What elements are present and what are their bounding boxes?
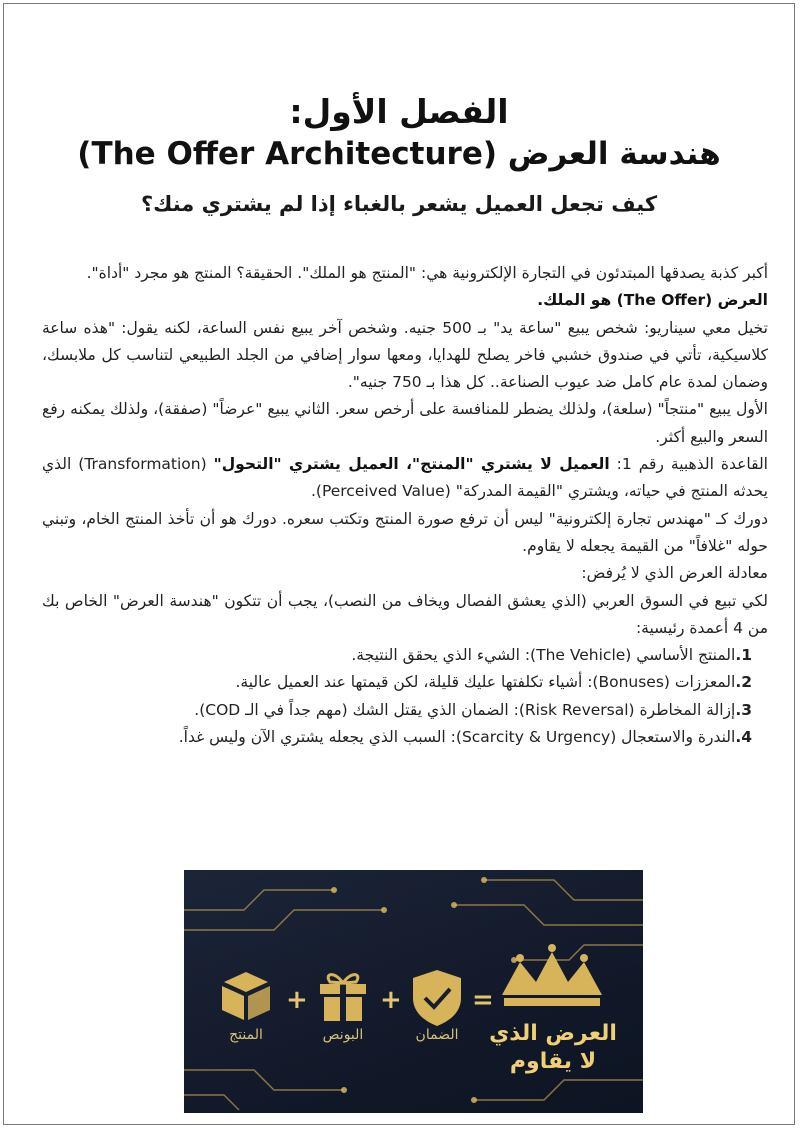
result-line2: لا يقاوم: [509, 1049, 597, 1074]
paragraph-pillars-intro: لكي تبيع في السوق العربي (الذي يعشق الفصال ويخاف من النصب)، يجب أن تتكون "هندسة العرض" الخاص بك من 4 أعمدة رئيسية:: [42, 591, 768, 637]
shield-check-icon: [413, 970, 461, 1026]
result-line1: العرض الذي: [489, 1021, 617, 1046]
chapter-subtitle-title: هندسة العرض (The Offer Architecture): [77, 136, 721, 172]
paragraph-golden-rule: القاعدة الذهبية رقم 1: العميل لا يشتري "المنتج"، العميل يشتري "التحول" (Transformation) الذي يحدثه المنتج في حياته، ويشتري "القيمة المدركة" (Perceived Value).: [42, 455, 768, 501]
paragraph-comparison: الأول يبيع "منتجاً" (سلعة)، ولذلك يضطر للمنافسة على أرخص سعر. الثاني يبيع "عرضاً" (صفقة)، ولذلك يمكنه رفع السعر والبيع أكثر.: [42, 400, 768, 446]
paragraph-intro: أكبر كذبة يصدقها المبتدئون في التجارة الإلكترونية هي: "المنتج هو الملك". الحقيقة؟ المنتج هو مجرد "أداة".: [86, 264, 768, 282]
gift-icon: [320, 975, 366, 1021]
body-text: [42, 260, 768, 751]
pillars-list: [42, 642, 768, 751]
list-item: 2.المعززات (Bonuses): أشياء تكلفتها عليك قليلة، لكن قيمتها عند العميل عالية.: [235, 673, 752, 692]
plus-sign: +: [380, 985, 402, 1015]
guarantee-label: الضمان: [415, 1027, 459, 1043]
document-page: [3, 3, 795, 1125]
paragraph-offer-king: العرض (The Offer) هو الملك.: [537, 291, 768, 310]
paragraph-equation-title: معادلة العرض الذي لا يُرفض:: [581, 564, 768, 583]
circuit-lines: [184, 870, 643, 1113]
paragraph-scenario: تخيل معي سيناريو: شخص يبيع "ساعة يد" بـ 500 جنيه. وشخص آخر يبيع نفس الساعة، لكنه يقول: "هذه ساعة كلاسيكية، تأتي في صندوق خشبي فاخر يصلح للهدايا، ومعها سوار إضافي من الجلد الطبيعي لتناسب كل ملابسك، وضمان لمدة عام كامل ضد عيوب الصناعة.. كل هذا بـ 750 جنيه".: [42, 318, 768, 392]
list-item: 4.الندرة والاستعجال (Scarcity & Urgency): السبب الذي يجعله يشتري الآن وليس غداً.: [178, 728, 752, 747]
chapter-title: الفصل الأول:: [289, 92, 509, 131]
box-icon: [222, 972, 270, 1020]
offer-equation-banner: [184, 870, 643, 1113]
product-label: المنتج: [229, 1027, 263, 1043]
list-item: 1.المنتج الأساسي (The Vehicle): الشيء الذي يحقق النتيجة.: [351, 646, 752, 665]
equals-sign: =: [472, 985, 494, 1015]
paragraph-role: دورك كـ "مهندس تجارة إلكترونية" ليس أن ترفع صورة المنتج وتكتب سعره. دورك هو أن تأخذ المنتج الخام، وتبني حوله "غلافاً" من القيمة يجعله لا يقاوم.: [42, 509, 768, 555]
list-item: 3.إزالة المخاطرة (Risk Reversal): الضمان الذي يقتل الشك (مهم جداً في الـ COD).: [194, 700, 752, 719]
bonus-label: البونص: [322, 1027, 364, 1043]
chapter-question: كيف تجعل العميل يشعر بالغباء إذا لم يشتري منك؟: [140, 192, 658, 216]
crown-icon: [502, 944, 602, 1006]
plus-sign: +: [286, 985, 308, 1015]
